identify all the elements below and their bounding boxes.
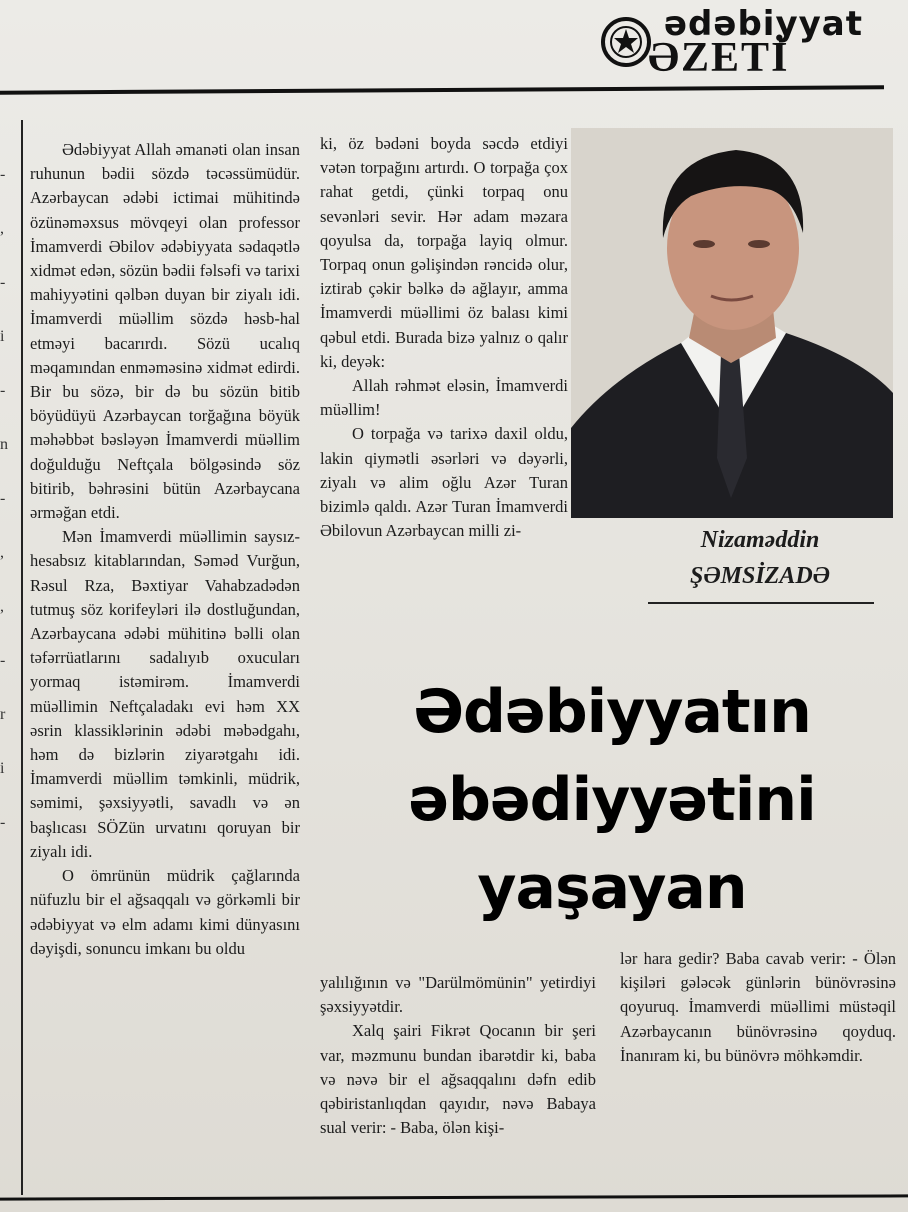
paragraph: lər hara gedir? Baba cavab verir: - Ölən kişiləri gələcək günlərin bünövrəsinə qoyuruq. İmamverdi müəllimi müstəqil Azərbaycanın bünövrəsinə qoyduq. İnanıram ki, bu bünövrə möhkəmdir. [620, 949, 896, 1065]
top-rule [0, 85, 884, 94]
edge-fragment: i [0, 760, 5, 777]
edge-fragment: - [0, 166, 6, 183]
edge-fragment: - [0, 382, 6, 399]
masthead [600, 4, 863, 81]
author-last-name: ŞƏMSİZADƏ [689, 563, 831, 589]
paragraph: yalılığının və "Darülmömünin" yetirdiyi şəxsiyyətdir. [320, 973, 596, 1017]
byline [648, 522, 872, 594]
edge-fragment: - [0, 490, 6, 507]
column-divider [21, 120, 23, 1195]
masthead-line1: ədəbiyyat [664, 4, 863, 44]
edge-fragment: n [0, 436, 8, 453]
paragraph: Ədəbiyyat Allah əmanəti olan insan ruhunun bədii sözdə təcəssümüdür. Azərbaycan ədəbi ictimai mühitində özünəməxsus mövqeyi olan professor İmamverdi Əbilov ədəbiyyata sədaqətlə xidmət edən, sözün bədii fəlsəfi və tarixi mahiyyətini qəlbən duyan bir ziyalı idi. İmamverdi müəllim sözdə həsb-hal etməyi bacarırdı. Sözü ucalıq məqamından enməməsinə xidmət edirdi. Bir bu sözə, bir də bu sözün bitib böyüdüyü Azərbaycan torğağına böyük məhəbbət bəsləyən İmamverdi müəllim doğulduğu Neftçala bölgəsində söz bitirib, bəhrəsini bütün Azərbaycana ərməğan etdi. [30, 140, 300, 523]
paragraph: Mən İmamverdi müəllimin saysız-hesabsız kitablarından, Səməd Vurğun, Rəsul Rza, Bəxtiyar Vahabzadədən tutmuş söz korifeyləri ilə dostluğundan, Azərbaycana ədəbi mühitinə bəlli olan təfərrüatlarını sadalıyıb oxucuları yormaq istəmirəm. İmamverdi müəllimin Neftçaladakı evi həm XX əsrin klassiklərinin ədəbi məbədgahı, həm də bizlərin ziyarətgahı idi. İmamverdi müəllim təmkinli, müdrik, səmimi, şəxsiyyətli, savadlı və ən başlıcası SÖZün urvatını qoruyan bir ziyalı idi. [30, 527, 300, 861]
article-column-1 [30, 138, 300, 961]
edge-fragment: , [0, 220, 4, 237]
headline [352, 668, 872, 932]
edge-fragment: - [0, 814, 6, 831]
masthead-line2: ƏZETİ [648, 35, 790, 81]
byline-rule [648, 602, 874, 604]
star-emblem-icon [600, 16, 652, 68]
author-photo [571, 128, 893, 518]
portrait-image [571, 128, 893, 518]
article-column-3 [620, 947, 896, 1068]
paragraph: Xalq şairi Fikrət Qocanın bir şeri var, məzmunu bundan ibarətdir ki, baba və nəvə bir el ağsaqqalını dəfn edib qəbiristanlıqdan qayıdır, nəvə Babaya sual verir: - Baba, ölən kişi- [320, 1021, 596, 1138]
edge-fragment: - [0, 274, 6, 291]
edge-fragment: i [0, 328, 5, 345]
article-column-2-bottom [320, 971, 596, 1140]
paragraph: O torpağa və tarixə daxil oldu, lakin qiymətli əsərləri və dəyərli, ziyalı və alim oğlu Azər Turan bizimlə qaldı. Azər Turan İmamverdi Əbilovun Azərbaycan milli zi- [320, 424, 568, 541]
paragraph: Allah rəhmət eləsin, İmamverdi müəllim! [320, 376, 568, 420]
paragraph: O ömrünün müdrik çağlarında nüfuzlu bir el ağsaqqalı və görkəmli bir ədəbiyyat və elm adamı kimi dünyasını dəyişdi, sonuncu imkanı bu oldu [30, 866, 300, 958]
headline-line: yaşayan [477, 853, 747, 923]
edge-fragments [0, 148, 18, 850]
edge-fragment: - [0, 652, 6, 669]
paragraph: ki, öz bədəni boyda səcdə etdiyi vətən torpağını artırdı. O torpağa çox rahat getdi, çünki torpaq onu sevənləri sevir. Hər adam məzara qoyulsa da, torpağa layiq olmur. Torpaq onun gəlişindən rəncidə olur, iztirab çəkir bəlkə də ağlayır, amma İmamverdi müəllimi öz balası kimi qəbul etdi. Burada bizə yalnız o qalır ki, deyək: [320, 134, 568, 371]
article-column-2 [320, 132, 568, 543]
bottom-rule [0, 1194, 908, 1200]
headline-line: Ədəbiyyatın [413, 677, 811, 747]
author-first-name: Nizaməddin [700, 527, 820, 553]
headline-line: əbədiyyətini [408, 765, 816, 835]
edge-fragment: , [0, 598, 4, 615]
edge-fragment: , [0, 544, 4, 561]
edge-fragment: r [0, 706, 6, 723]
